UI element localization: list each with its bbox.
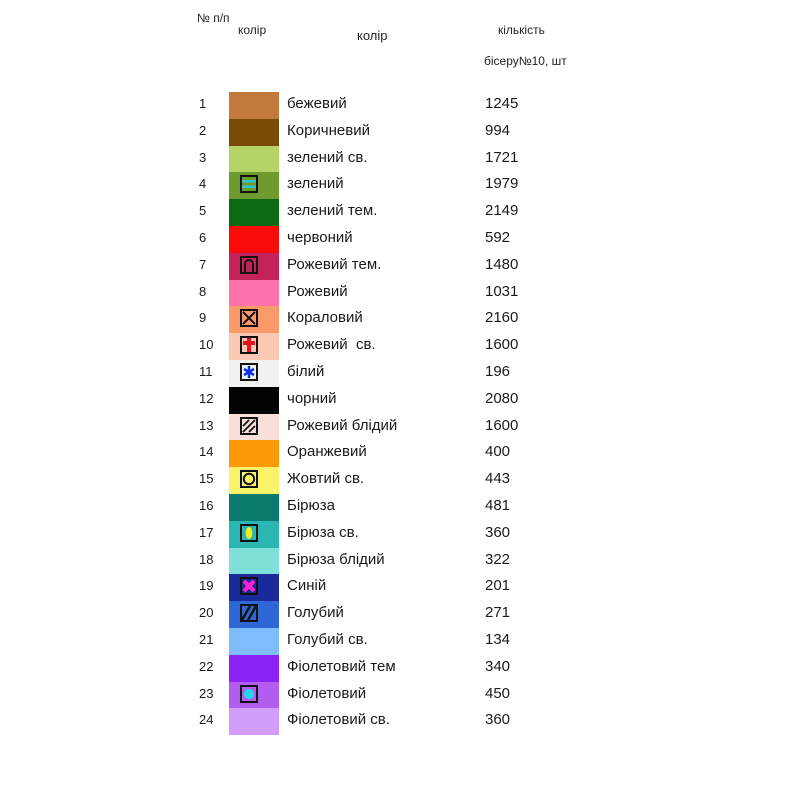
cross-symbol-icon bbox=[240, 309, 258, 327]
row-number: 7 bbox=[199, 256, 207, 272]
header-quantity-unit: бісеру№10, шт bbox=[484, 54, 567, 68]
row-number: 6 bbox=[199, 229, 207, 245]
color-swatch bbox=[229, 574, 279, 601]
color-swatch bbox=[229, 253, 279, 280]
color-swatch bbox=[229, 387, 279, 414]
color-name: Голубий bbox=[287, 604, 344, 622]
color-name: зелений bbox=[287, 175, 344, 193]
bead-quantity: 2149 bbox=[485, 202, 519, 220]
header-swatch: колір bbox=[238, 23, 267, 37]
row-number: 1 bbox=[199, 96, 207, 111]
color-swatch bbox=[229, 548, 279, 575]
bead-quantity: 271 bbox=[485, 604, 511, 622]
table-row bbox=[0, 708, 800, 735]
slash-symbol-icon bbox=[240, 417, 258, 435]
bead-quantity: 1480 bbox=[485, 255, 519, 273]
table-row bbox=[0, 253, 800, 280]
bead-quantity: 1721 bbox=[485, 148, 519, 166]
bead-quantity: 481 bbox=[485, 496, 511, 514]
row-number: 10 bbox=[199, 337, 214, 353]
color-name: Бірюза bbox=[287, 496, 335, 514]
color-swatch bbox=[229, 172, 279, 199]
table-row bbox=[0, 360, 800, 387]
color-name: Фіолетовий св. bbox=[287, 711, 390, 729]
table-row bbox=[0, 682, 800, 709]
table-row bbox=[0, 387, 800, 414]
table-row bbox=[0, 226, 800, 253]
bead-quantity: 1600 bbox=[485, 336, 519, 354]
table-row bbox=[0, 494, 800, 521]
table-row bbox=[0, 146, 800, 173]
table-row bbox=[0, 92, 800, 119]
table-row bbox=[0, 628, 800, 655]
color-name: Оранжевий bbox=[287, 443, 367, 461]
equals-symbol-icon bbox=[240, 175, 258, 193]
color-name: Фіолетовий bbox=[287, 684, 367, 702]
row-number: 4 bbox=[199, 176, 207, 192]
asterisk-symbol-icon bbox=[240, 363, 258, 381]
table-row bbox=[0, 199, 800, 226]
bead-quantity: 201 bbox=[485, 577, 511, 595]
arch-symbol-icon bbox=[240, 256, 258, 274]
bead-quantity: 134 bbox=[485, 630, 511, 648]
row-number: 20 bbox=[199, 605, 214, 621]
color-name: Коричневий bbox=[287, 121, 370, 139]
bead-quantity: 322 bbox=[485, 550, 511, 568]
row-number: 22 bbox=[199, 658, 214, 674]
row-number: 18 bbox=[199, 551, 214, 567]
color-swatch bbox=[229, 521, 279, 548]
color-name: Бірюза блідий bbox=[287, 550, 385, 568]
cyan-dot-symbol-icon bbox=[240, 685, 258, 703]
row-number: 5 bbox=[199, 203, 207, 219]
bead-quantity: 1031 bbox=[485, 282, 519, 300]
table-row bbox=[0, 601, 800, 628]
color-name: Рожевий св. bbox=[287, 336, 376, 354]
table-row bbox=[0, 655, 800, 682]
row-number: 24 bbox=[199, 712, 214, 728]
color-swatch bbox=[229, 119, 279, 146]
table-row bbox=[0, 172, 800, 199]
row-number: 12 bbox=[199, 390, 214, 406]
row-number: 11 bbox=[199, 363, 213, 379]
table-row bbox=[0, 280, 800, 307]
row-number: 3 bbox=[199, 149, 207, 165]
color-swatch bbox=[229, 360, 279, 387]
table-row bbox=[0, 574, 800, 601]
header-quantity: кількість bbox=[498, 23, 545, 37]
table-row bbox=[0, 414, 800, 441]
table-row bbox=[0, 467, 800, 494]
bead-quantity: 2160 bbox=[485, 309, 519, 327]
table-row bbox=[0, 440, 800, 467]
circle-symbol-icon bbox=[240, 470, 258, 488]
row-number: 14 bbox=[199, 444, 214, 460]
bead-quantity: 443 bbox=[485, 470, 511, 488]
color-name: Рожевий блідий bbox=[287, 416, 398, 434]
row-number: 16 bbox=[199, 497, 214, 513]
color-name: Жовтий св. bbox=[287, 470, 365, 488]
table-row bbox=[0, 521, 800, 548]
header-number: № п/п bbox=[197, 11, 230, 25]
color-swatch bbox=[229, 440, 279, 467]
color-name: Бірюза св. bbox=[287, 523, 359, 541]
color-swatch bbox=[229, 494, 279, 521]
bead-quantity: 360 bbox=[485, 711, 511, 729]
color-name: Фіолетовий тем bbox=[287, 657, 396, 675]
color-swatch bbox=[229, 333, 279, 360]
color-swatch bbox=[229, 655, 279, 682]
row-number: 2 bbox=[199, 122, 207, 138]
color-name: червоний bbox=[287, 228, 353, 246]
bead-quantity: 1245 bbox=[485, 95, 519, 112]
bead-quantity: 450 bbox=[485, 684, 511, 702]
color-swatch bbox=[229, 601, 279, 628]
row-number: 19 bbox=[199, 578, 214, 594]
bead-quantity: 360 bbox=[485, 523, 511, 541]
row-number: 13 bbox=[199, 417, 214, 433]
color-name: зелений св. bbox=[287, 148, 368, 166]
color-name: Голубий св. bbox=[287, 630, 368, 648]
bead-quantity: 994 bbox=[485, 121, 511, 139]
color-swatch bbox=[229, 146, 279, 173]
bead-quantity: 1979 bbox=[485, 175, 519, 193]
ellipse-symbol-icon bbox=[240, 524, 258, 542]
bead-quantity: 196 bbox=[485, 362, 511, 380]
row-number: 21 bbox=[199, 631, 214, 647]
bead-quantity: 1600 bbox=[485, 416, 519, 434]
table-row bbox=[0, 119, 800, 146]
color-name: Рожевий тем. bbox=[287, 255, 382, 273]
header-color-name: колір bbox=[357, 28, 388, 43]
color-swatch bbox=[229, 280, 279, 307]
color-swatch bbox=[229, 682, 279, 709]
color-name: Рожевий bbox=[287, 282, 348, 300]
magenta-x-symbol-icon bbox=[240, 577, 258, 595]
color-swatch bbox=[229, 226, 279, 253]
color-swatch bbox=[229, 306, 279, 333]
color-swatch bbox=[229, 92, 279, 119]
bead-quantity: 400 bbox=[485, 443, 511, 461]
bead-quantity: 2080 bbox=[485, 389, 519, 407]
bead-quantity: 592 bbox=[485, 228, 511, 246]
row-number: 9 bbox=[199, 310, 207, 326]
color-name: Синій bbox=[287, 577, 327, 595]
bead-quantity: 340 bbox=[485, 657, 511, 675]
plus-symbol-icon bbox=[240, 336, 258, 354]
row-number: 23 bbox=[199, 685, 214, 701]
color-name: чорний bbox=[287, 389, 337, 407]
color-swatch bbox=[229, 467, 279, 494]
table-row bbox=[0, 333, 800, 360]
color-swatch bbox=[229, 628, 279, 655]
bead-color-table bbox=[0, 92, 800, 735]
color-name: зелений тем. bbox=[287, 202, 378, 220]
row-number: 15 bbox=[199, 471, 214, 487]
row-number: 8 bbox=[199, 283, 207, 299]
color-name: Кораловий bbox=[287, 309, 363, 327]
color-name: білий bbox=[287, 362, 325, 380]
row-number: 17 bbox=[199, 524, 214, 540]
color-swatch bbox=[229, 414, 279, 441]
table-row bbox=[0, 548, 800, 575]
color-swatch bbox=[229, 199, 279, 226]
color-name: бежевий bbox=[287, 95, 347, 112]
double-slash-symbol-icon bbox=[240, 604, 258, 622]
table-row bbox=[0, 306, 800, 333]
color-swatch bbox=[229, 708, 279, 735]
